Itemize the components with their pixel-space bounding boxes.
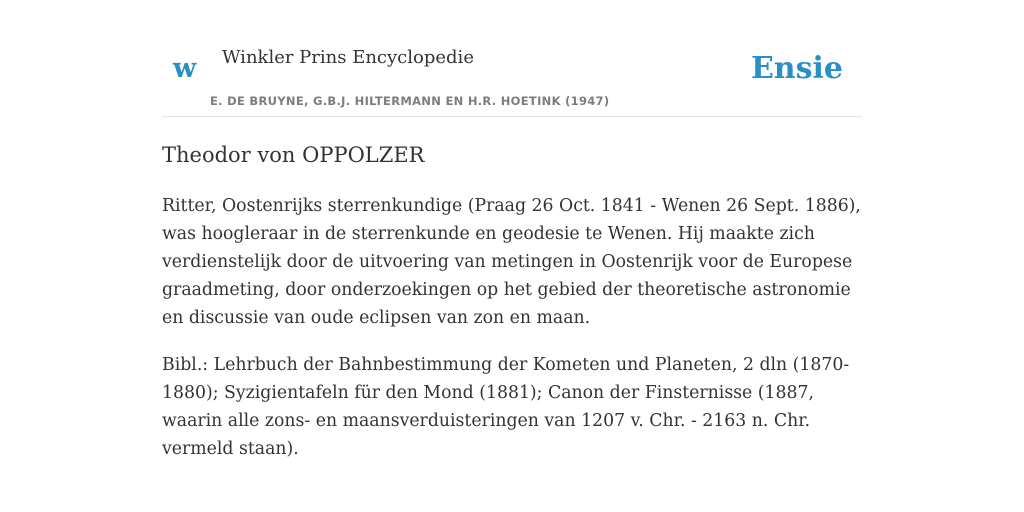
article-title: Theodor von OPPOLZER [162, 143, 425, 167]
encyclopedia-logo[interactable]: w [173, 53, 197, 84]
encyclopedia-authors: E. DE BRUYNE, G.B.J. HILTERMANN EN H.R. HOETINK (1947) [210, 94, 610, 108]
encyclopedia-header [162, 0, 862, 117]
article-paragraph: Ritter, Oostenrijks sterrenkundige (Praag 26 Oct. 1841 - Wenen 26 Sept. 1886), was hoogleraar in de sterrenkunde en geodesie te Wenen. Hij maakte zich verdienstelijk door de uitvoering van metingen in Oostenrijk voor de Europese graadmeting, door onderzoekingen op het gebied der theoretische astronomie en discussie van oude eclipsen van zon en maan. [162, 196, 861, 328]
bibliography-paragraph: Bibl.: Lehrbuch der Bahnbestimmung der Kometen und Planeten, 2 dln (1870-1880); Syzigientafeln für den Mond (1881); Canon der Finsternisse (1887, waarin alle zons- en maansverduisteringen van 1207 v. Chr. - 2163 n. Chr. vermeld staan). [162, 355, 850, 459]
page [162, 0, 862, 459]
encyclopedia-title[interactable]: Winkler Prins Encyclopedie [222, 47, 474, 68]
ensie-logo[interactable]: Ensie [750, 51, 843, 86]
